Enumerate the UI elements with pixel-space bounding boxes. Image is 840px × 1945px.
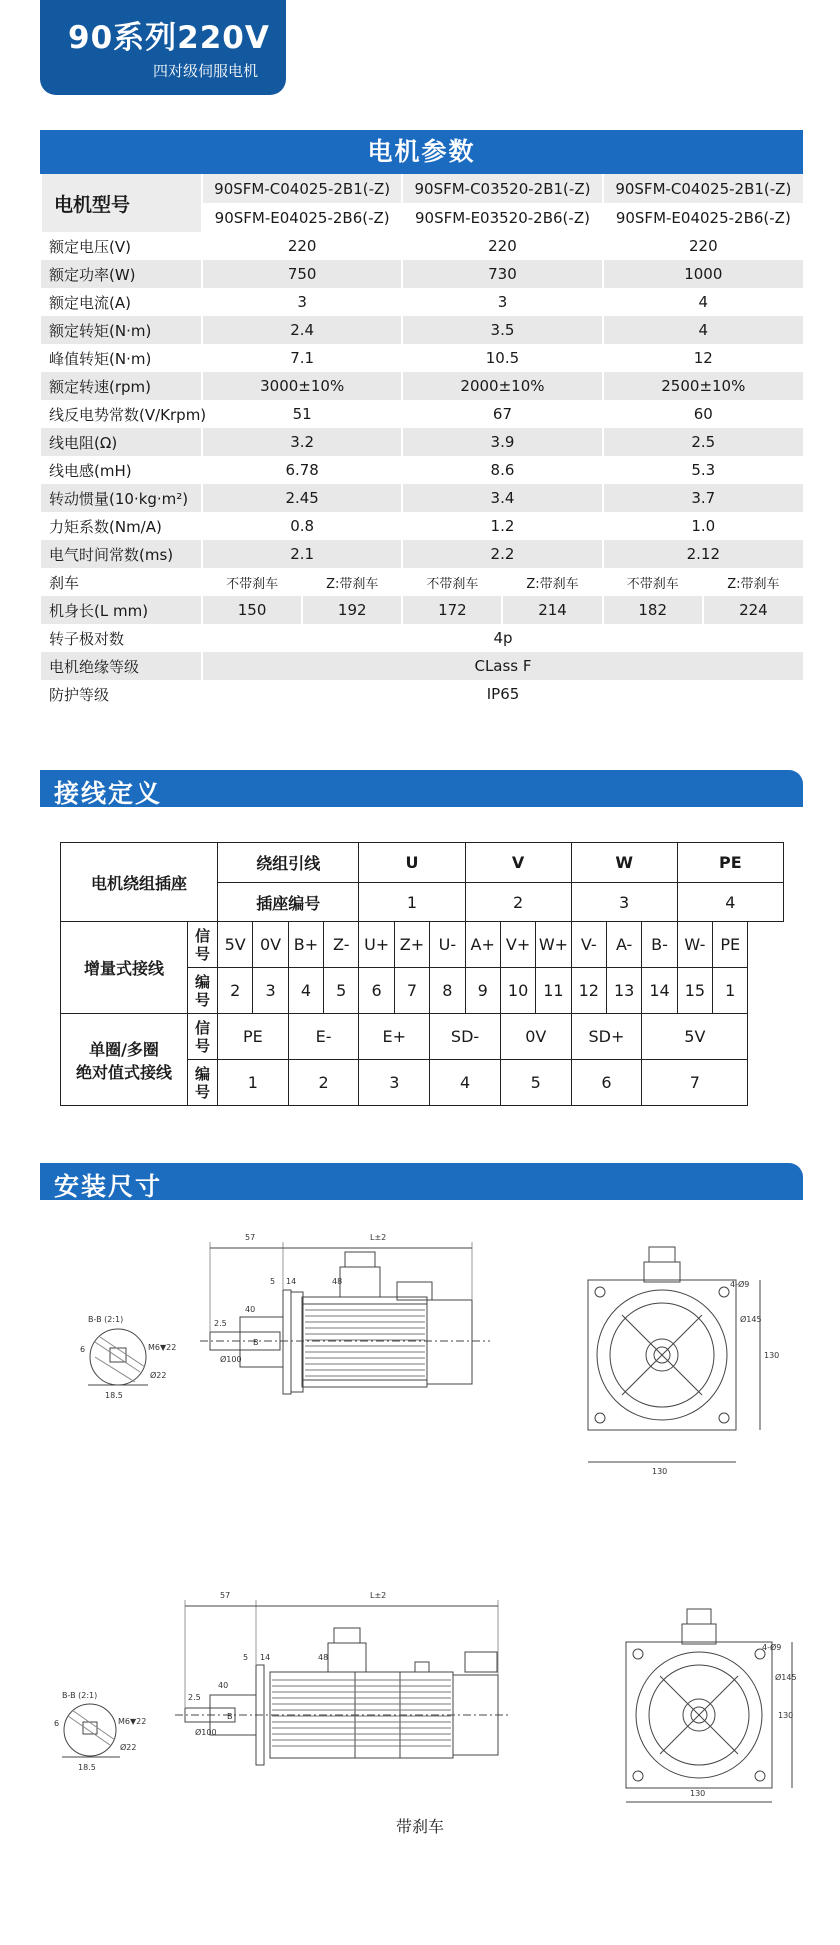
param-label: 电机绝缘等级 — [41, 652, 202, 680]
param-value: 4p — [202, 624, 803, 652]
dim-label: B-B (2:1) — [88, 1315, 124, 1324]
dim-label: Ø100 — [195, 1728, 217, 1737]
param-row — [41, 512, 803, 540]
brake-value: Z:带刹车 — [502, 568, 602, 596]
dim-label: 5 — [243, 1653, 249, 1662]
series-title: 90系列220V — [68, 20, 270, 56]
param-value: CLass F — [202, 652, 803, 680]
param-label: 刹车 — [41, 568, 202, 596]
brake-value: Z:带刹车 — [302, 568, 402, 596]
lead-cell: V — [465, 843, 571, 883]
abs-number-cell: 7 — [642, 1060, 748, 1106]
dim-label: Ø145 — [740, 1315, 762, 1324]
param-value: 2500±10% — [603, 372, 803, 400]
dim-label: 6 — [54, 1719, 60, 1728]
param-label: 线电阻(Ω) — [41, 428, 202, 456]
param-row — [41, 540, 803, 568]
length-value: 192 — [302, 596, 402, 624]
param-label: 转动惯量(10·kg·m²) — [41, 484, 202, 512]
param-row — [41, 288, 803, 316]
dim-label: Ø22 — [120, 1743, 137, 1752]
param-value: 2000±10% — [402, 372, 602, 400]
inc-signal-cell: B+ — [288, 922, 323, 968]
inc-number-cell: 9 — [465, 968, 500, 1014]
inc-signal-cell: U- — [430, 922, 465, 968]
param-value: 1.2 — [402, 512, 602, 540]
inc-number-cell: 2 — [218, 968, 253, 1014]
signal-label: 信号 — [188, 1014, 218, 1060]
inc-signal-cell: V- — [571, 922, 606, 968]
dim-label: 130 — [690, 1789, 706, 1798]
param-label: 转子极对数 — [41, 624, 202, 652]
dim-label: 18.5 — [78, 1763, 96, 1772]
inc-signal-cell: Z- — [324, 922, 359, 968]
dim-label: Ø145 — [775, 1673, 797, 1682]
dim-label: 130 — [778, 1711, 794, 1720]
param-row — [41, 232, 803, 260]
inc-signal-cell: W+ — [536, 922, 571, 968]
brake-value: 不带刹车 — [202, 568, 302, 596]
dim-label: L±2 — [370, 1591, 387, 1600]
param-value: 6.78 — [202, 456, 402, 484]
dim-label: B — [253, 1338, 259, 1347]
length-value: 182 — [603, 596, 703, 624]
socket-no-label: 插座编号 — [218, 882, 359, 922]
absolute-label-line1: 单圈/多圈 — [89, 1039, 159, 1059]
abs-signal-cell: 0V — [500, 1014, 571, 1060]
model-cell: 90SFM-C04025-2B1(-Z) — [603, 174, 803, 203]
dim-label: 40 — [245, 1305, 256, 1314]
dim-label: B-B (2:1) — [62, 1691, 98, 1700]
abs-signal-cell: E- — [288, 1014, 359, 1060]
param-label: 线电感(mH) — [41, 456, 202, 484]
dim-label: 14 — [286, 1277, 297, 1286]
param-value: 2.1 — [202, 540, 402, 568]
length-value: 214 — [502, 596, 602, 624]
series-tag — [40, 0, 286, 95]
inc-signal-cell: A+ — [465, 922, 500, 968]
dim-label: Ø22 — [150, 1371, 167, 1380]
param-value: 12 — [603, 344, 803, 372]
lead-cell: W — [571, 843, 677, 883]
inc-signal-cell: B- — [642, 922, 677, 968]
param-label: 防护等级 — [41, 680, 202, 708]
dim-label: B — [227, 1712, 233, 1721]
param-value: 8.6 — [402, 456, 602, 484]
inc-signal-cell: W- — [677, 922, 712, 968]
install-section-bar — [40, 1163, 803, 1200]
lead-cell: PE — [677, 843, 783, 883]
inc-number-cell: 12 — [571, 968, 606, 1014]
dimension-drawing-standard — [40, 1222, 810, 1492]
param-row — [41, 456, 803, 484]
abs-number-cell: 5 — [500, 1060, 571, 1106]
param-label: 线反电势常数(V/Krpm) — [41, 400, 202, 428]
dim-label: 130 — [764, 1351, 780, 1360]
param-label: 机身长(L mm) — [41, 596, 202, 624]
param-value: 2.2 — [402, 540, 602, 568]
lead-label: 绕组引线 — [218, 843, 359, 883]
dim-label: L±2 — [370, 1233, 387, 1242]
param-value: 10.5 — [402, 344, 602, 372]
motor-side-view — [200, 1242, 490, 1394]
dim-label: 2.5 — [214, 1319, 227, 1328]
param-value: 3.7 — [603, 484, 803, 512]
param-value: 220 — [603, 232, 803, 260]
inc-number-cell: 14 — [642, 968, 677, 1014]
param-value: 4 — [603, 288, 803, 316]
param-value: 3.4 — [402, 484, 602, 512]
inc-signal-cell: PE — [713, 922, 748, 968]
dim-label: 48 — [318, 1653, 329, 1662]
dim-label: M6▼22 — [118, 1717, 147, 1726]
param-value: IP65 — [202, 680, 803, 708]
param-row — [41, 428, 803, 456]
model-label: 电机型号 — [41, 174, 202, 232]
inc-number-cell: 6 — [359, 968, 394, 1014]
param-label: 额定转矩(N·m) — [41, 316, 202, 344]
param-value: 2.12 — [603, 540, 803, 568]
params-table — [40, 174, 803, 708]
brake-row — [41, 568, 803, 596]
param-value: 1000 — [603, 260, 803, 288]
inc-signal-cell: V+ — [500, 922, 535, 968]
model-cell: 90SFM-E04025-2B6(-Z) — [202, 203, 402, 232]
dimension-drawing-brake — [40, 1580, 810, 1810]
param-value: 2.45 — [202, 484, 402, 512]
drawing-caption: 带刹车 — [395, 1817, 444, 1836]
param-row — [41, 372, 803, 400]
param-row — [41, 344, 803, 372]
dim-label: 57 — [220, 1591, 231, 1600]
number-label: 编号 — [188, 968, 218, 1014]
param-row — [41, 484, 803, 512]
model-cell: 90SFM-E03520-2B6(-Z) — [402, 203, 602, 232]
dim-label: 18.5 — [105, 1391, 123, 1400]
brake-value: 不带刹车 — [603, 568, 703, 596]
param-row — [41, 624, 803, 652]
lead-cell: U — [359, 843, 465, 883]
abs-number-cell: 4 — [430, 1060, 501, 1106]
inc-number-cell: 7 — [394, 968, 429, 1014]
dim-label: 14 — [260, 1653, 271, 1662]
dim-label: 48 — [332, 1277, 343, 1286]
inc-signal-cell: 5V — [218, 922, 253, 968]
param-value: 2.5 — [603, 428, 803, 456]
inc-signal-cell: A- — [606, 922, 641, 968]
param-value: 750 — [202, 260, 402, 288]
param-value: 220 — [202, 232, 402, 260]
param-value: 4 — [603, 316, 803, 344]
socket-no-cell: 1 — [359, 882, 465, 922]
dim-label: Ø100 — [220, 1355, 242, 1364]
dim-label: 130 — [652, 1467, 668, 1476]
abs-signal-cell: E+ — [359, 1014, 430, 1060]
shaft-section-view — [62, 1704, 120, 1757]
shaft-section-view — [88, 1329, 148, 1385]
param-value: 3000±10% — [202, 372, 402, 400]
param-label: 额定转速(rpm) — [41, 372, 202, 400]
dim-label: 5 — [270, 1277, 276, 1286]
inc-number-cell: 10 — [500, 968, 535, 1014]
param-label: 电气时间常数(ms) — [41, 540, 202, 568]
socket-no-cell: 2 — [465, 882, 571, 922]
inc-number-cell: 15 — [677, 968, 712, 1014]
param-value: 60 — [603, 400, 803, 428]
absolute-label-line2: 绝对值式接线 — [75, 1062, 172, 1082]
param-label: 额定电流(A) — [41, 288, 202, 316]
abs-number-cell: 1 — [218, 1060, 289, 1106]
param-label: 峰值转矩(N·m) — [41, 344, 202, 372]
param-value: 3.9 — [402, 428, 602, 456]
param-value: 67 — [402, 400, 602, 428]
param-value: 0.8 — [202, 512, 402, 540]
param-value: 1.0 — [603, 512, 803, 540]
inc-number-cell: 11 — [536, 968, 571, 1014]
socket-no-cell: 4 — [677, 882, 783, 922]
model-cell: 90SFM-E04025-2B6(-Z) — [603, 203, 803, 232]
wiring-section-bar — [40, 770, 803, 807]
param-value: 730 — [402, 260, 602, 288]
number-label: 编号 — [188, 1060, 218, 1106]
param-value: 3.2 — [202, 428, 402, 456]
socket-no-cell: 3 — [571, 882, 677, 922]
series-subtitle: 四对级伺服电机 — [152, 62, 258, 80]
param-value: 220 — [402, 232, 602, 260]
inc-signal-cell: 0V — [253, 922, 288, 968]
incremental-label: 增量式接线 — [61, 922, 188, 1014]
abs-number-cell: 2 — [288, 1060, 359, 1106]
brake-value: Z:带刹车 — [703, 568, 803, 596]
socket-label: 电机绕组插座 — [61, 843, 218, 922]
absolute-label — [61, 1014, 188, 1106]
inc-number-cell: 3 — [253, 968, 288, 1014]
install-title: 安装尺寸 — [54, 1172, 163, 1201]
param-value: 3 — [202, 288, 402, 316]
params-title: 电机参数 — [40, 130, 803, 174]
wiring-title: 接线定义 — [54, 779, 163, 808]
abs-signal-cell: SD- — [430, 1014, 501, 1060]
param-value: 3 — [402, 288, 602, 316]
param-row — [41, 652, 803, 680]
param-label: 额定功率(W) — [41, 260, 202, 288]
dim-label: 6 — [80, 1345, 86, 1354]
signal-label: 信号 — [188, 922, 218, 968]
param-label: 力矩系数(Nm/A) — [41, 512, 202, 540]
inc-number-cell: 13 — [606, 968, 641, 1014]
length-value: 150 — [202, 596, 302, 624]
model-cell: 90SFM-C03520-2B1(-Z) — [402, 174, 602, 203]
inc-number-cell: 4 — [288, 968, 323, 1014]
inc-number-cell: 8 — [430, 968, 465, 1014]
length-value: 172 — [402, 596, 502, 624]
motor-front-view — [626, 1609, 792, 1802]
length-value: 224 — [703, 596, 803, 624]
wiring-table — [60, 842, 784, 1106]
inc-signal-cell: U+ — [359, 922, 394, 968]
dim-label: 40 — [218, 1681, 229, 1690]
abs-number-cell: 6 — [571, 1060, 642, 1106]
dim-label: 4-Ø9 — [730, 1280, 750, 1289]
param-row — [41, 260, 803, 288]
abs-signal-cell: 5V — [642, 1014, 748, 1060]
param-value: 2.4 — [202, 316, 402, 344]
param-value: 7.1 — [202, 344, 402, 372]
param-value: 5.3 — [603, 456, 803, 484]
inc-number-cell: 5 — [324, 968, 359, 1014]
inc-signal-cell: Z+ — [394, 922, 429, 968]
model-cell: 90SFM-C04025-2B1(-Z) — [202, 174, 402, 203]
dim-label: 2.5 — [188, 1693, 201, 1702]
abs-number-cell: 3 — [359, 1060, 430, 1106]
dim-label: 4-Ø9 — [762, 1643, 782, 1652]
abs-signal-cell: PE — [218, 1014, 289, 1060]
model-row-1 — [41, 174, 803, 203]
param-value: 3.5 — [402, 316, 602, 344]
inc-number-cell: 1 — [713, 968, 748, 1014]
motor-params-section — [40, 130, 803, 708]
abs-signal-cell: SD+ — [571, 1014, 642, 1060]
brake-value: 不带刹车 — [402, 568, 502, 596]
dim-label: 57 — [245, 1233, 256, 1242]
param-value: 51 — [202, 400, 402, 428]
param-row — [41, 316, 803, 344]
param-label: 额定电压(V) — [41, 232, 202, 260]
param-row — [41, 680, 803, 708]
dim-label: M6▼22 — [148, 1343, 177, 1352]
param-row — [41, 400, 803, 428]
length-row — [41, 596, 803, 624]
